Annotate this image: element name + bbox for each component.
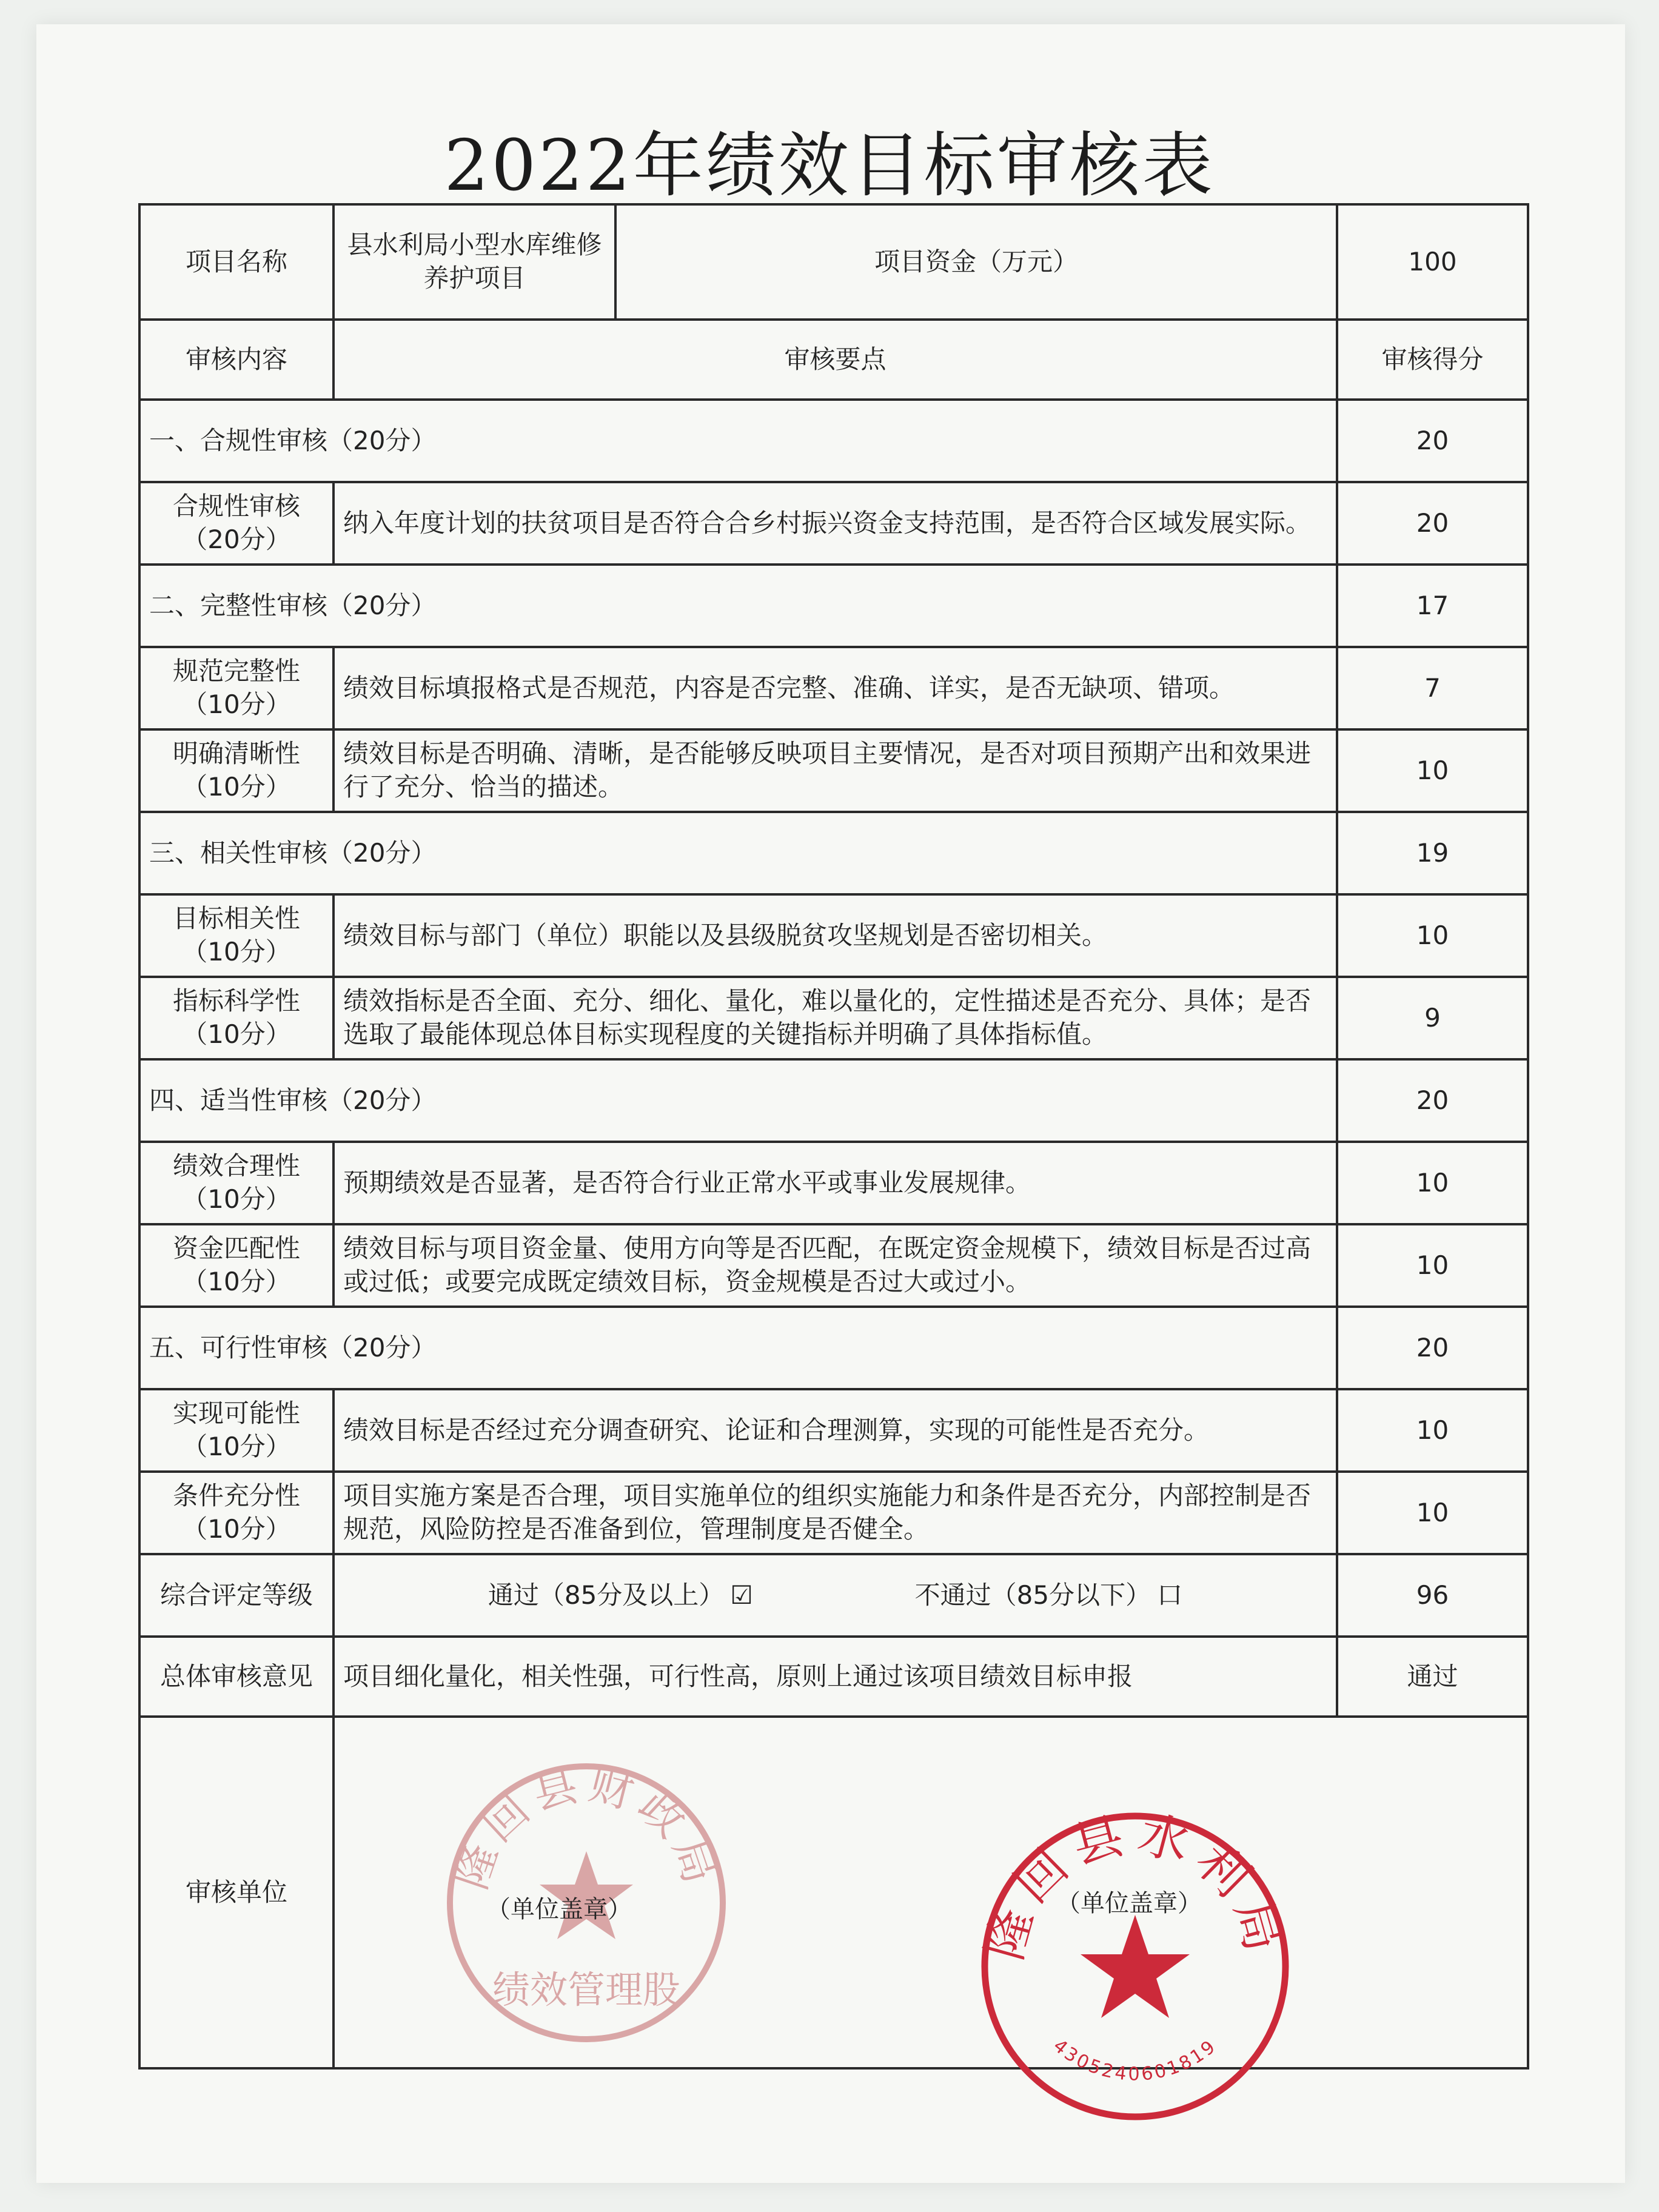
stamp-area [333,1717,1528,2085]
item-weight: （10分） [182,1267,291,1296]
section-title: 二、完整性审核（20分） [139,565,1337,647]
item-weight: （10分） [182,689,291,719]
item-text: 绩效目标与项目资金量、使用方向等是否匹配，在既定资金规模下，绩效目标是否过高或过低；或要完成既定绩效目标，资金规模是否过大或过小。 [333,1224,1337,1307]
fail-checkbox: 口 [1157,1580,1183,1610]
water-bureau-seal [977,1809,1293,2124]
item-name: 实现可能性 [172,1398,300,1429]
item-row [139,647,1528,729]
item-row [139,1472,1528,1554]
item-score: 20 [1337,482,1528,565]
section-title: 三、相关性审核（20分） [139,812,1337,894]
item-label [139,1142,333,1224]
header-row [139,320,1528,400]
unit-row [139,1717,1528,2068]
item-text: 项目实施方案是否合理，项目实施单位的组织实施能力和条件是否充分，内部控制是否规范，风险防控是否准备到位，管理制度是否健全。 [333,1472,1337,1554]
project-fund-label: 项目资金（万元） [615,204,1337,320]
item-name: 合规性审核 [172,491,300,521]
item-weight: （20分） [182,525,291,554]
item-weight: （10分） [182,937,291,967]
project-fund-value: 100 [1337,204,1528,320]
item-score: 10 [1337,1472,1528,1554]
rating-options [333,1554,1337,1637]
item-score: 10 [1337,1224,1528,1307]
item-row [139,729,1528,812]
section-title: 四、适当性审核（20分） [139,1059,1337,1142]
item-weight: （10分） [182,1019,291,1049]
opinion-text: 项目细化量化，相关性强，可行性高，原则上通过该项目绩效目标申报 [333,1637,1337,1717]
item-label [139,894,333,977]
item-row [139,482,1528,565]
section-score: 19 [1337,812,1528,894]
item-name: 目标相关性 [172,903,300,934]
item-score: 10 [1337,894,1528,977]
item-name: 规范完整性 [172,656,300,686]
opinion-result: 通过 [1337,1637,1528,1717]
item-label [139,1472,333,1554]
header-score: 审核得分 [1337,320,1528,400]
item-name: 绩效合理性 [172,1151,300,1181]
audit-table [138,203,1529,2085]
section-score: 20 [1337,400,1528,482]
section-row [139,1059,1528,1142]
item-text: 预期绩效是否显著，是否符合行业正常水平或事业发展规律。 [333,1142,1337,1224]
item-weight: （10分） [182,1432,291,1461]
item-row [139,1389,1528,1472]
section-row [139,1307,1528,1389]
item-name: 指标科学性 [172,986,300,1016]
section-score: 20 [1337,1059,1528,1142]
item-name: 条件充分性 [172,1481,300,1511]
svg-text:隆回县财政局: 隆回县财政局 [445,1760,728,1895]
item-label [139,647,333,729]
item-text: 纳入年度计划的扶贫项目是否符合合乡村振兴资金支持范围，是否符合区域发展实际。 [333,482,1337,565]
stamp-caption-right: （单位盖章） [1056,1889,1202,1917]
section-title: 五、可行性审核（20分） [139,1307,1337,1389]
section-row [139,565,1528,647]
item-score: 9 [1337,977,1528,1059]
water-bureau-stamp [977,1809,1293,2124]
item-text: 绩效目标是否明确、清晰，是否能够反映项目主要情况，是否对项目预期产出和效果进行了充分、恰当的描述。 [333,729,1337,812]
item-score: 7 [1337,647,1528,729]
item-text: 绩效指标是否全面、充分、细化、量化，难以量化的，定性描述是否充分、具体；是否选取了最能体现总体目标实现程度的关键指标并明确了具体指标值。 [333,977,1337,1059]
item-weight: （10分） [182,1184,291,1214]
svg-text:绩效管理股: 绩效管理股 [492,1968,681,2012]
section-score: 20 [1337,1307,1528,1389]
item-score: 10 [1337,729,1528,812]
item-weight: （10分） [182,772,291,802]
stamp-caption-left: （单位盖章） [486,1895,632,1923]
item-row [139,894,1528,977]
pass-checkbox: ☑ [730,1580,753,1610]
project-name-value: 县水利局小型水库维修养护项目 [333,204,615,320]
item-row [139,1224,1528,1307]
header-points: 审核要点 [333,320,1337,400]
section-score: 17 [1337,565,1528,647]
section-row [139,400,1528,482]
project-name-label: 项目名称 [139,204,333,320]
item-text: 绩效目标填报格式是否规范，内容是否完整、准确、详实，是否无缺项、错项。 [333,647,1337,729]
item-row [139,1142,1528,1224]
item-row [139,977,1528,1059]
header-content: 审核内容 [139,320,333,400]
item-weight: （10分） [182,1514,291,1544]
svg-text:隆回县水利局: 隆回县水利局 [977,1809,1293,1966]
pass-option: 通过（85分及以上） [488,1580,725,1610]
item-label [139,1224,333,1307]
project-row [139,204,1528,320]
item-name: 明确清晰性 [172,739,300,769]
item-text: 绩效目标与部门（单位）职能以及县级脱贫攻坚规划是否密切相关。 [333,894,1337,977]
item-score: 10 [1337,1389,1528,1472]
rating-row [139,1554,1528,1637]
svg-text:4305240601819: 4305240601819 [1049,2035,1221,2085]
opinion-row [139,1637,1528,1717]
rating-label: 综合评定等级 [139,1554,333,1637]
item-score: 10 [1337,1142,1528,1224]
item-label [139,977,333,1059]
item-label [139,1389,333,1472]
opinion-label: 总体审核意见 [139,1637,333,1717]
section-row [139,812,1528,894]
fail-option: 不通过（85分以下） [914,1580,1151,1610]
item-label [139,729,333,812]
section-title: 一、合规性审核（20分） [139,400,1337,482]
page-title: 2022年绩效目标审核表 [444,125,1215,207]
item-label [139,482,333,565]
rating-score: 96 [1337,1554,1528,1637]
item-name: 资金匹配性 [172,1233,300,1264]
unit-label: 审核单位 [139,1717,333,2068]
item-text: 绩效目标是否经过充分调查研究、论证和合理测算，实现的可能性是否充分。 [333,1389,1337,1472]
